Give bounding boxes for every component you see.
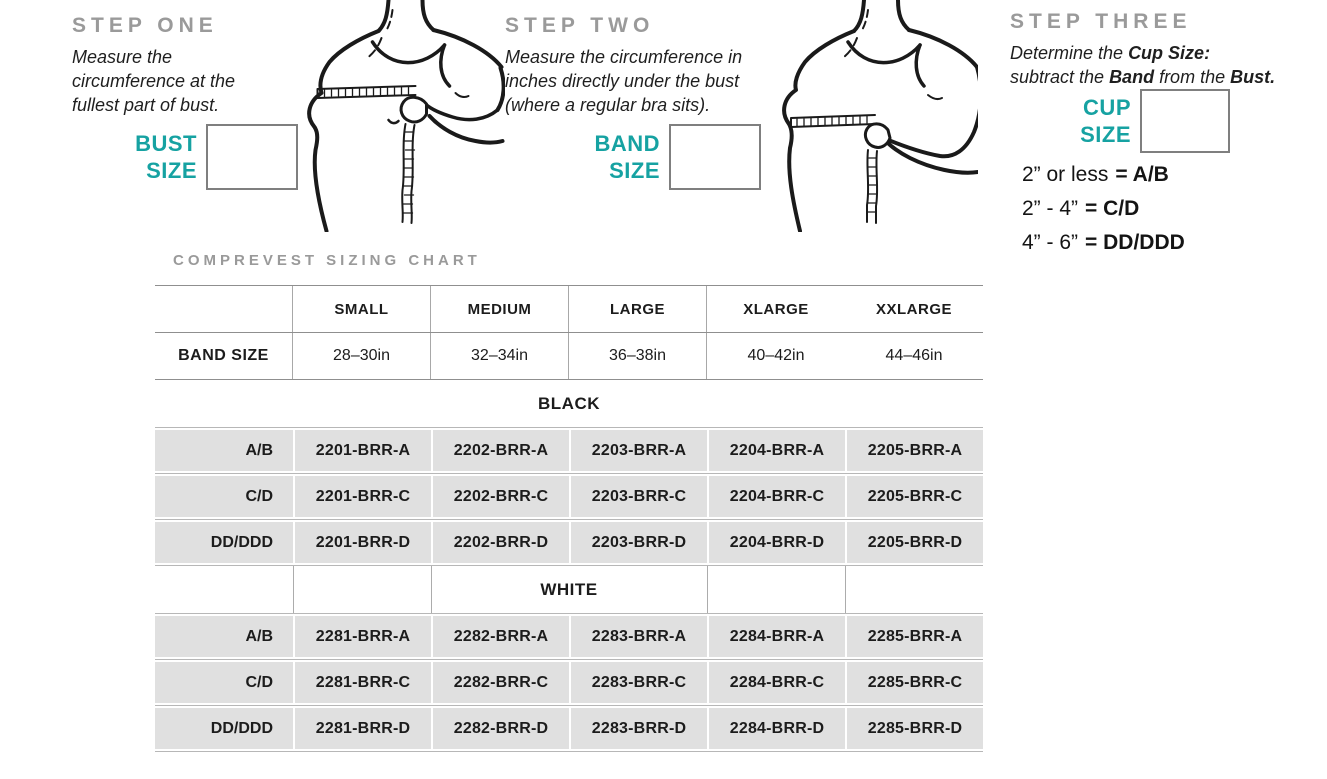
- step-three-block: [1010, 10, 1310, 89]
- product-code-cell: 2205-BRR-A: [847, 430, 983, 471]
- product-code-cell: 2283-BRR-C: [571, 662, 707, 703]
- product-code-cell: 2284-BRR-A: [709, 616, 845, 657]
- section-header-black-label: BLACK: [538, 393, 600, 413]
- product-code-cell: 2284-BRR-D: [709, 708, 845, 749]
- bust-size-field-row: [72, 124, 298, 190]
- bust-size-label-top: BUST: [135, 131, 197, 156]
- product-code-cell: 2281-BRR-D: [295, 708, 431, 749]
- cup-rule-dd-range: 4” - 6”: [1022, 231, 1079, 254]
- band-size-xlarge: 40–42in: [747, 347, 805, 364]
- step-one-line1: Measure the: [72, 47, 173, 67]
- product-code-cell: 2204-BRR-D: [709, 522, 845, 563]
- underbust-measure-illustration: [778, 0, 978, 232]
- cup-size-input-box[interactable]: [1140, 89, 1230, 153]
- product-code-cell: 2285-BRR-A: [847, 616, 983, 657]
- product-code-cell: 2202-BRR-A: [433, 430, 569, 471]
- step-one-description: [72, 45, 304, 117]
- cup-rule-ab-range: 2” or less: [1022, 163, 1109, 186]
- section-header-black: [155, 380, 983, 427]
- step-three-line2: [1010, 65, 1310, 89]
- cup-size-label-bottom: SIZE: [1080, 122, 1131, 147]
- product-code-cell: 2281-BRR-A: [295, 616, 431, 657]
- bust-measure-illustration: [300, 0, 505, 232]
- size-header-medium: MEDIUM: [431, 286, 569, 332]
- cup-size-label: [1030, 94, 1131, 148]
- step-one-line3: fullest part of bust.: [72, 95, 220, 115]
- product-code-cell: 2205-BRR-C: [847, 476, 983, 517]
- band-size-small: 28–30in: [293, 333, 431, 379]
- black-row-cd: [155, 473, 983, 519]
- product-code-cell: 2204-BRR-C: [709, 476, 845, 517]
- step-two-line1: Measure the circumference in: [505, 47, 743, 67]
- black-row-dd: [155, 519, 983, 565]
- cup-size-label-top: CUP: [1083, 95, 1131, 120]
- bust-size-input-box[interactable]: [206, 124, 298, 190]
- cup-rule-cd: [1022, 192, 1185, 226]
- cup-rule-ab-result: = A/B: [1115, 163, 1169, 186]
- band-size-xxlarge: 44–46in: [885, 347, 943, 364]
- white-row-cd: [155, 659, 983, 705]
- product-code-cell: 2282-BRR-D: [433, 708, 569, 749]
- product-code-cell: 2204-BRR-A: [709, 430, 845, 471]
- cup-rule-cd-range: 2” - 4”: [1022, 197, 1079, 220]
- section-header-white: [155, 566, 983, 613]
- band-size-label-top: BAND: [594, 131, 660, 156]
- product-code-cell: 2203-BRR-C: [571, 476, 707, 517]
- white-section-rows: [155, 613, 983, 752]
- product-code-cell: 2283-BRR-D: [571, 708, 707, 749]
- step-one-block: [72, 14, 304, 117]
- cup-row-label: DD/DDD: [155, 522, 293, 563]
- product-code-cell: 2202-BRR-C: [433, 476, 569, 517]
- product-code-cell: 2285-BRR-C: [847, 662, 983, 703]
- band-size-row: [155, 332, 983, 380]
- step-one-line2: circumference at the: [72, 71, 236, 91]
- product-code-cell: 2282-BRR-A: [433, 616, 569, 657]
- white-row-dd: [155, 705, 983, 751]
- product-code-cell: 2201-BRR-D: [295, 522, 431, 563]
- cup-row-label: A/B: [155, 430, 293, 471]
- product-code-cell: 2203-BRR-A: [571, 430, 707, 471]
- black-section-rows: [155, 427, 983, 566]
- step-three-heading: STEP THREE: [1010, 10, 1192, 33]
- step-three-line2-bold-b: Bust.: [1230, 67, 1276, 87]
- section-header-white-label: WHITE: [540, 579, 598, 599]
- size-header-row: [155, 285, 983, 332]
- cup-rule-dd-result: = DD/DDD: [1085, 231, 1185, 254]
- sizing-chart-table: [155, 285, 983, 752]
- step-three-description: [1010, 41, 1310, 89]
- cup-size-field-row: [1030, 89, 1230, 153]
- white-row-ab: [155, 613, 983, 659]
- step-two-heading: STEP TWO: [505, 14, 655, 37]
- black-row-ab: [155, 427, 983, 473]
- bust-size-label: [72, 130, 197, 184]
- size-header-small: SMALL: [293, 286, 431, 332]
- step-two-line2: inches directly under the bust: [505, 71, 740, 91]
- size-header-spacer: [155, 286, 293, 332]
- cup-rule-ab: [1022, 158, 1185, 192]
- product-code-cell: 2283-BRR-A: [571, 616, 707, 657]
- product-code-cell: 2201-BRR-C: [295, 476, 431, 517]
- band-size-label-bottom: SIZE: [609, 158, 660, 183]
- cup-rule-dd: [1022, 226, 1185, 260]
- step-three-line1: [1010, 41, 1310, 65]
- step-three-line1-bold: Cup Size:: [1128, 43, 1211, 63]
- step-three-line2-text-b: from the: [1154, 67, 1231, 87]
- band-size-box-label: [530, 130, 660, 184]
- step-three-line1-text: Determine the: [1010, 43, 1129, 63]
- product-code-cell: 2284-BRR-C: [709, 662, 845, 703]
- product-code-cell: 2202-BRR-D: [433, 522, 569, 563]
- size-header-large: LARGE: [569, 286, 707, 332]
- cup-rule-cd-result: = C/D: [1085, 197, 1140, 220]
- cup-row-label: C/D: [155, 662, 293, 703]
- cup-row-label: C/D: [155, 476, 293, 517]
- product-code-cell: 2285-BRR-D: [847, 708, 983, 749]
- product-code-cell: 2205-BRR-D: [847, 522, 983, 563]
- cup-row-label: A/B: [155, 616, 293, 657]
- size-header-xlarge: XLARGE: [743, 300, 809, 318]
- step-one-heading: STEP ONE: [72, 14, 218, 37]
- step-two-description: [505, 45, 795, 117]
- band-size-large: 36–38in: [569, 333, 707, 379]
- band-size-medium: 32–34in: [431, 333, 569, 379]
- cup-row-label: DD/DDD: [155, 708, 293, 749]
- bust-size-label-bottom: SIZE: [146, 158, 197, 183]
- size-header-xxlarge: XXLARGE: [875, 300, 952, 318]
- step-three-line2-bold-a: Band: [1109, 67, 1155, 87]
- sizing-chart-title: COMPREVEST SIZING CHART: [173, 252, 481, 269]
- cup-size-rules: [1022, 158, 1185, 260]
- step-two-block: [505, 14, 795, 117]
- band-size-field-row: [530, 124, 761, 190]
- product-code-cell: 2203-BRR-D: [571, 522, 707, 563]
- band-size-input-box[interactable]: [669, 124, 761, 190]
- product-code-cell: 2282-BRR-C: [433, 662, 569, 703]
- band-size-row-label: BAND SIZE: [155, 333, 293, 379]
- product-code-cell: 2201-BRR-A: [295, 430, 431, 471]
- step-three-line2-text-a: subtract the: [1010, 67, 1110, 87]
- product-code-cell: 2281-BRR-C: [295, 662, 431, 703]
- step-two-line3: (where a regular bra sits).: [505, 95, 711, 115]
